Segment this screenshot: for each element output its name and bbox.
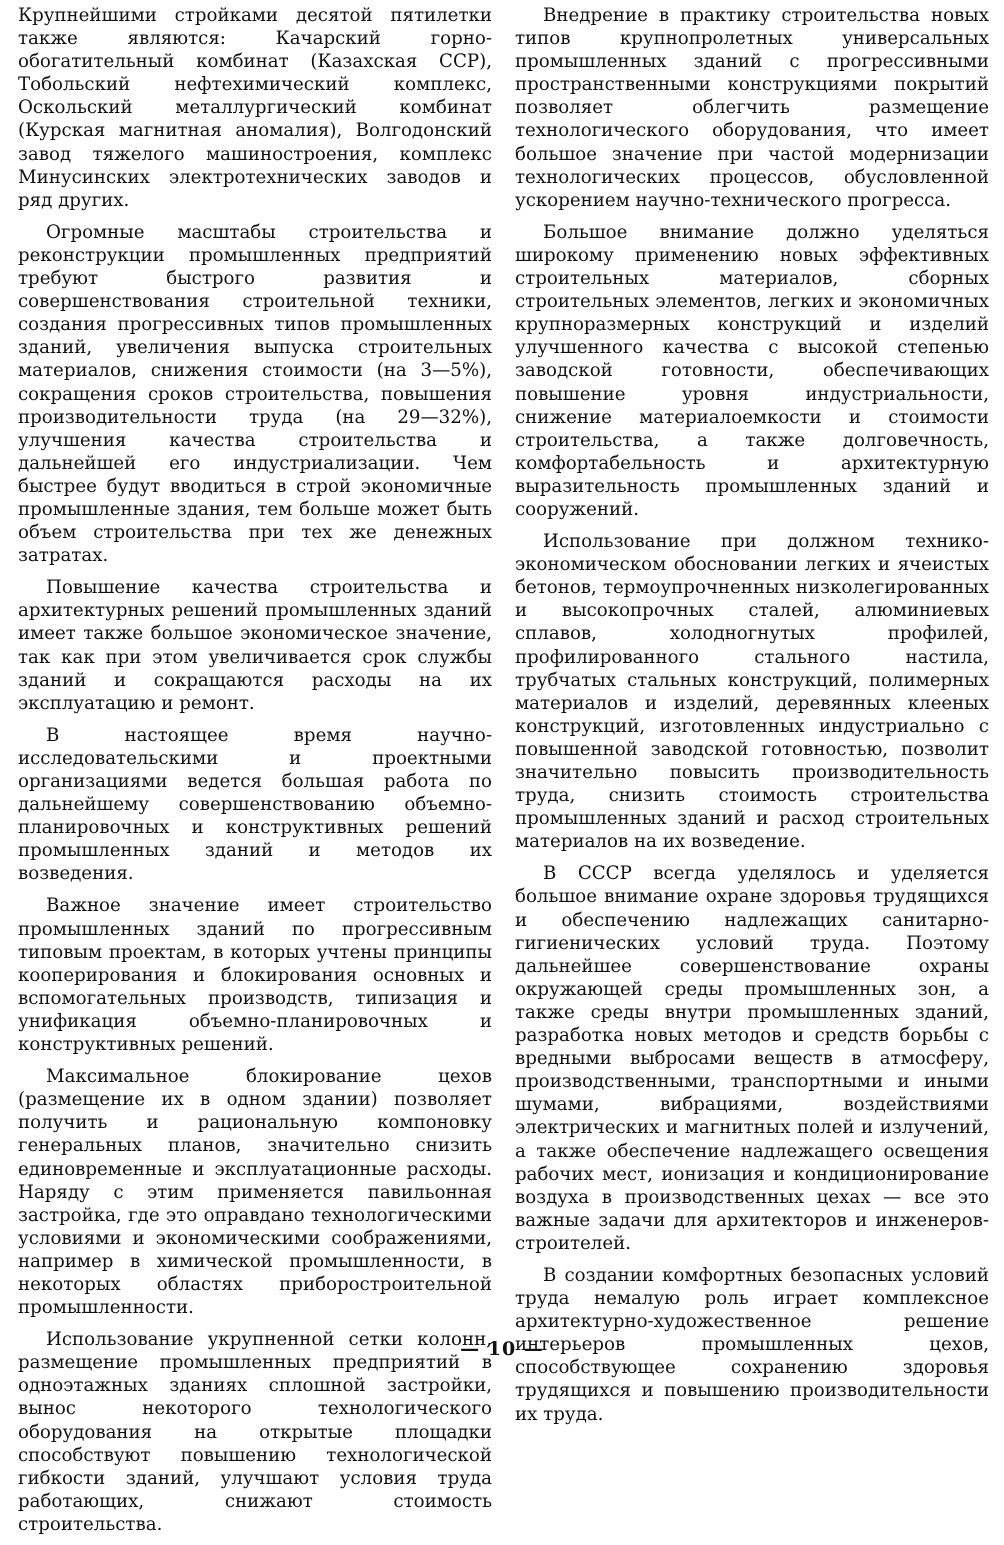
paragraph: Огромные масштабы строительства и реконструкции промышленных предприятий требуют быстрого развития и совершенствования строительной техники, создания прогрессивных типов промышленных зданий, увеличения выпуска строительных материалов, снижения стоимости (на 3—5%), сокращения сроков строительства, повышения производительности труда (на 29—32%), улучшения качества строительства и дальнейшей его индустриализации. Чем быстрее будут вводиться в строй экономичные промышленные здания, тем больше может быть объем строительства при тех же денежных затратах. [18, 221, 492, 567]
paragraph: В СССР всегда уделялось и уделяется большое внимание охране здоровья трудящихся и обеспечению надлежащих санитарно-гигиенических условий труда. Поэтому дальнейшее совершенствование охраны окружающей среды промышленных зон, а также среды внутри промышленных зданий, разработка новых методов и средств борьбы с вредными выбросами веществ в атмосферу, производственными, транспортными и иными шумами, вибрациями, воздействиями электрических и магнитных полей и излучений, а также обеспечение надлежащего освещения рабочих мест, ионизация и кондиционирование воздуха в производственных цехах — все это важные задачи для архитекторов и инженеров-строителей. [515, 863, 989, 1254]
left-text-column [18, 4, 492, 1545]
paragraph: Важное значение имеет строительство промышленных зданий по прогрессивным типовым проектам, в которых учтены принципы кооперирования и блокирования основных и вспомогательных производств, типизация и унификация объемно-планировочных и конструктивных решений. [18, 895, 492, 1056]
paragraph: Повышение качества строительства и архитектурных решений промышленных зданий имеет также большое экономическое значение, так как при этом увеличивается срок службы зданий и сокращаются расходы на их эксплуатацию и ремонт. [18, 577, 492, 714]
paragraph: В настоящее время научно-исследовательскими и проектными организациями ведется большая работа по дальнейшему совершенствованию объемно-планировочных и конструктивных решений промышленных зданий и методов их возведения. [18, 724, 492, 885]
paragraph: В создании комфортных безопасных условий труда немалую роль играет комплексное архитектурно-художественное решение интерьеров промышленных цехов, способствующее сохранению здоровья трудящихся и повышению производительности их труда. [515, 1264, 989, 1425]
page-number: — 10 — [460, 1338, 544, 1360]
paragraph: Внедрение в практику строительства новых типов крупнопролетных универсальных промышленных зданий с прогрессивными пространственными конструкциями покрытий позволяет облегчить размещение технологического оборудования, что имеет большое значение при частой модернизации технологических процессов, обусловленной ускорением научно-технического прогресса. [515, 5, 989, 211]
paragraph: Максимальное блокирование цехов (размещение их в одном здании) позволяет получить и рациональную компоновку генеральных планов, значительно снизить единовременные и эксплуатационные расходы. Наряду с этим применяется павильонная застройка, где это оправдано технологическими условиями и экономическими соображениями, например в химической промышленности, в некоторых областях приборостроительной промышленности. [18, 1066, 492, 1319]
paragraph: Большое внимание должно уделяться широкому применению новых эффективных строительных материалов, сборных строительных элементов, легких и экономичных крупноразмерных конструкций и изделий улучшенного качества с высокой степенью заводской готовности, обеспечивающих повышение уровня индустриальности, снижение материалоемкости и стоимости строительства, а также долговечность, комфортабельность и архитектурную выразительность промышленных зданий и сооружений. [515, 221, 989, 520]
paragraph: Крупнейшими стройками десятой пятилетки также являются: Качарский горно-обогатительный комбинат (Казахская ССР), Тобольский нефтехимический комплекс, Оскольский металлургический комбинат (Курская магнитная аномалия), Волгодонский завод тяжелого машиностроения, комплекс Минусинских электротехнических заводов и ряд других. [18, 5, 492, 211]
paragraph: Использование укрупненной сетки колонн, размещение промышленных предприятий в одноэтажных зданиях сплошной застройки, вынос некоторого технологического оборудования на открытые площадки способствуют повышению технологической гибкости зданий, улучшают условия труда работающих, снижают стоимость строительства. [18, 1329, 492, 1535]
right-text-column [515, 4, 989, 1435]
paragraph: Использование при должном технико-экономическом обосновании легких и ячеистых бетонов, термоупрочненных низколегированных и высокопрочных сталей, алюминиевых сплавов, холодногнутых профилей, профилированного стального настила, трубчатых стальных конструкций, полимерных материалов и изделий, деревянных клееных конструкций, изготовленных индустриально с повышенной заводской готовностью, позволит значительно повысить производительность труда, снизить стоимость строительства промышленных зданий и расход строительных материалов на их возведение. [515, 531, 989, 853]
